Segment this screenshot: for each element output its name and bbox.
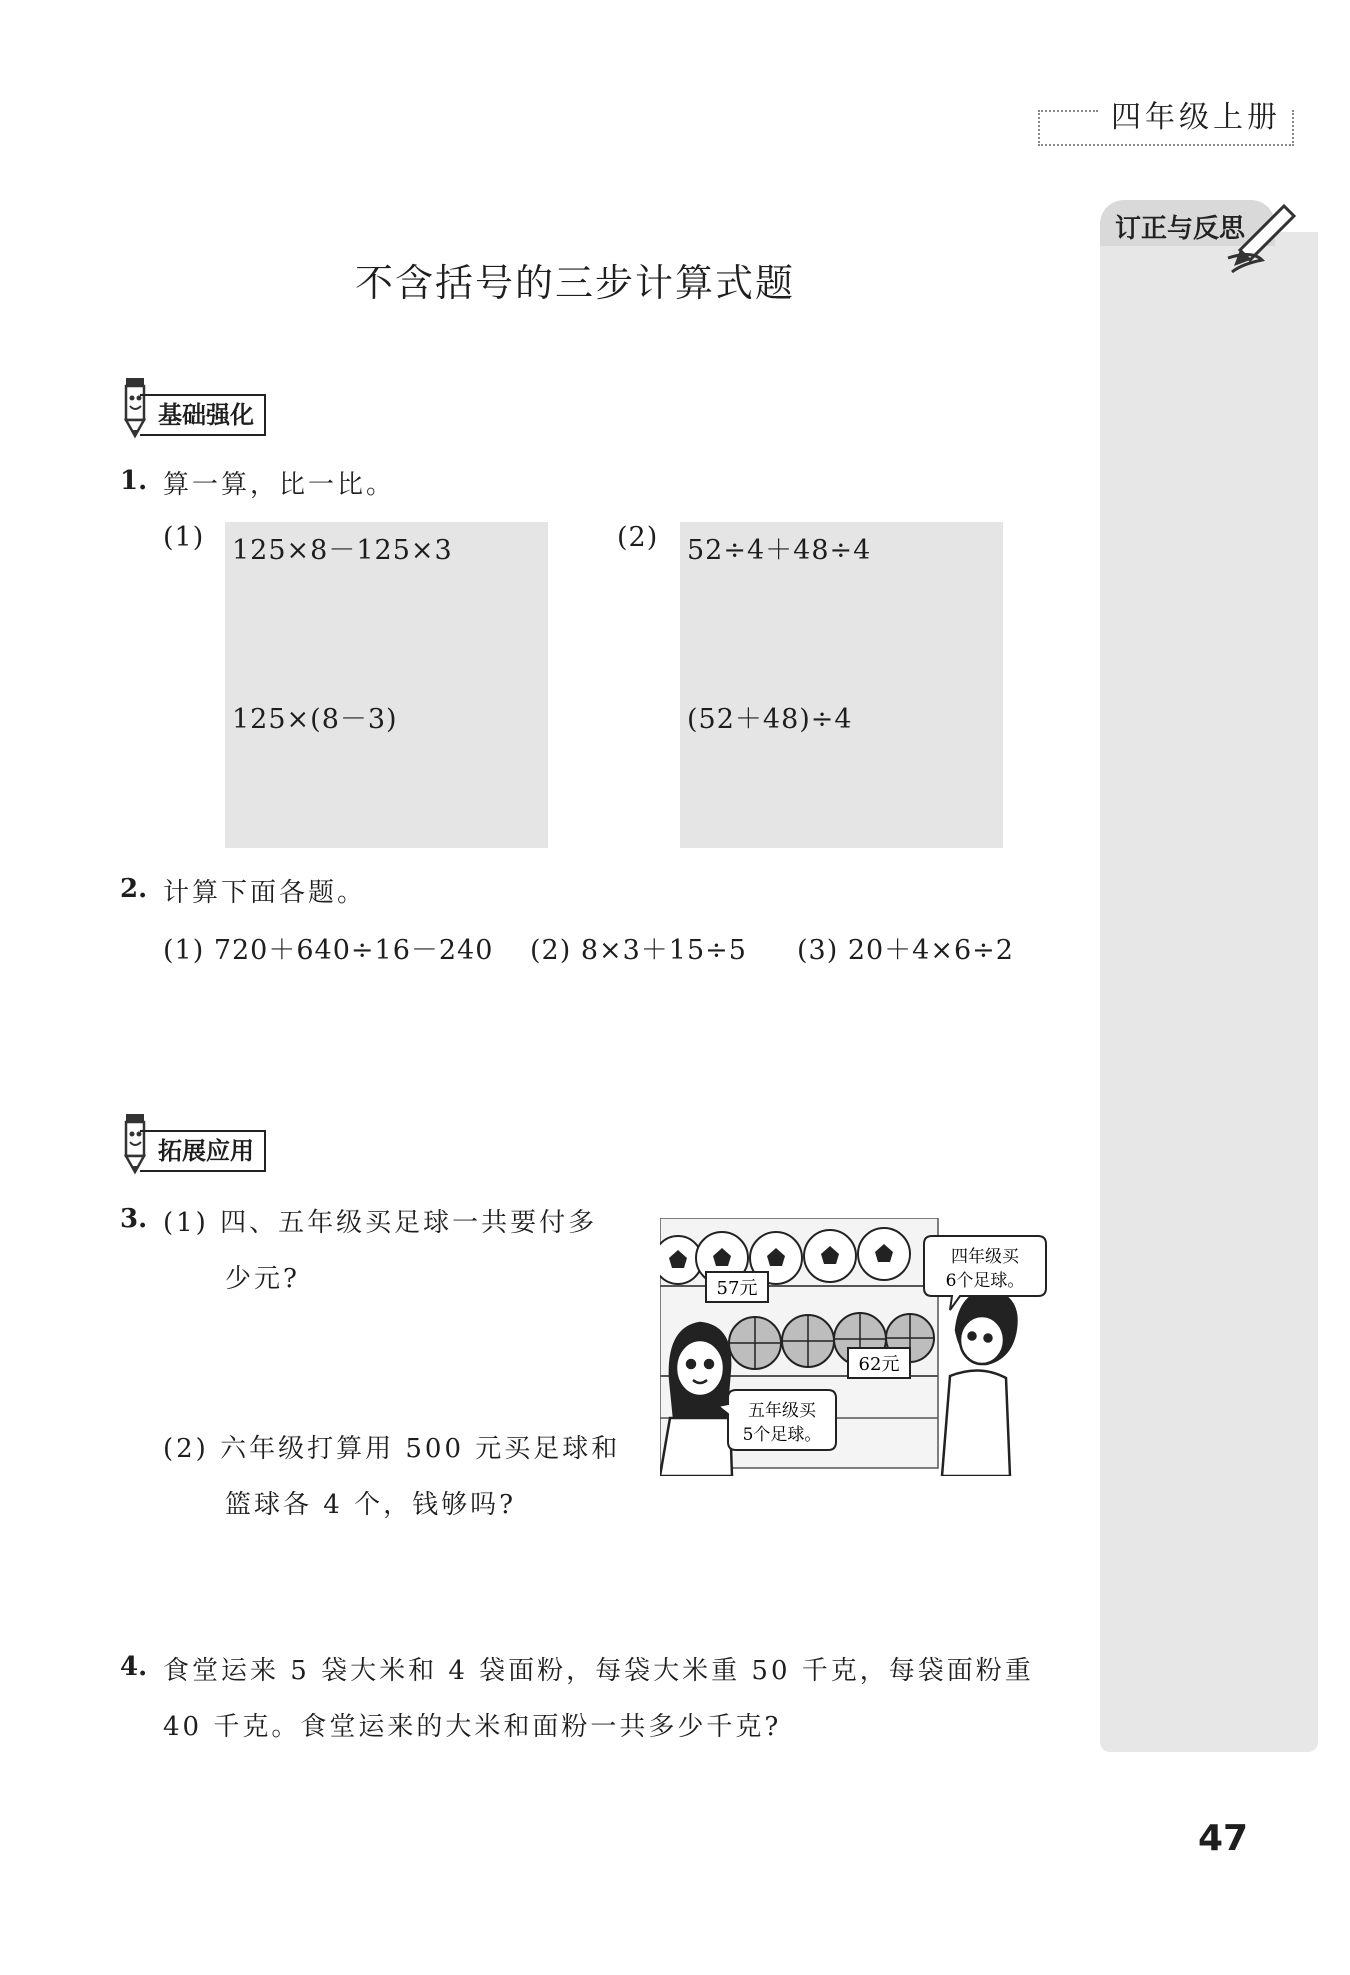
reflection-column <box>1100 232 1318 1752</box>
section-extend-label: 拓展应用 <box>140 1130 266 1172</box>
page-number: 47 <box>1198 1818 1249 1859</box>
pen-icon <box>1222 198 1302 274</box>
q3-part1-line2: 少元? <box>225 1264 300 1294</box>
boy-speech-line-2: 6个足球。 <box>945 1271 1025 1291</box>
reflection-label: 订正与反思 <box>1115 214 1246 244</box>
girl-speech-line-2: 5个足球。 <box>742 1425 822 1445</box>
q1-part1-expression-b: 125×(8－3) <box>232 704 398 735</box>
q2-text: 计算下面各题。 <box>163 878 367 908</box>
q1-part2-answer-box[interactable] <box>680 522 1003 848</box>
q2-item-3: (3) 20＋4×6÷2 <box>797 935 1014 966</box>
store-illustration <box>660 1218 1048 1476</box>
boy-speech-line-1: 四年级买 <box>951 1247 1019 1267</box>
q1-part1-answer-box[interactable] <box>225 522 548 848</box>
q2-number: 2. <box>120 874 148 904</box>
q3-part2-line1: (2) 六年级打算用 500 元买足球和 <box>163 1434 621 1464</box>
q3-number: 3. <box>120 1204 148 1234</box>
q4-number: 4. <box>120 1652 148 1682</box>
q4-line2: 40 千克。食堂运来的大米和面粉一共多少千克? <box>163 1712 782 1742</box>
price-tag-basketball: 62元 <box>858 1354 900 1375</box>
q2-item-1: (1) 720＋640÷16－240 <box>163 935 494 966</box>
girl-speech-line-1: 五年级买 <box>748 1401 816 1421</box>
price-tag-football: 57元 <box>716 1278 758 1299</box>
q1-part1-label: (1) <box>163 522 205 553</box>
q3-part1-line1: (1) 四、五年级买足球一共要付多 <box>163 1208 598 1238</box>
q3-part2-line2: 篮球各 4 个，钱够吗? <box>225 1490 517 1520</box>
page-title: 不含括号的三步计算式题 <box>355 261 796 305</box>
q1-part2-label: (2) <box>617 522 659 553</box>
q1-text: 算一算，比一比。 <box>163 470 396 500</box>
q2-item-2: (2) 8×3＋15÷5 <box>530 935 747 966</box>
q1-part2-expression-b: (52＋48)÷4 <box>687 704 853 735</box>
section-basic-label: 基础强化 <box>140 394 266 436</box>
grade-label: 四年级上册 <box>1105 92 1287 136</box>
q1-part2-expression-a: 52÷4＋48÷4 <box>687 535 872 566</box>
q4-line1: 食堂运来 5 袋大米和 4 袋面粉，每袋大米重 50 千克，每袋面粉重 <box>163 1656 1034 1686</box>
q1-number: 1. <box>120 466 148 496</box>
q1-part1-expression-a: 125×8－125×3 <box>232 535 453 566</box>
